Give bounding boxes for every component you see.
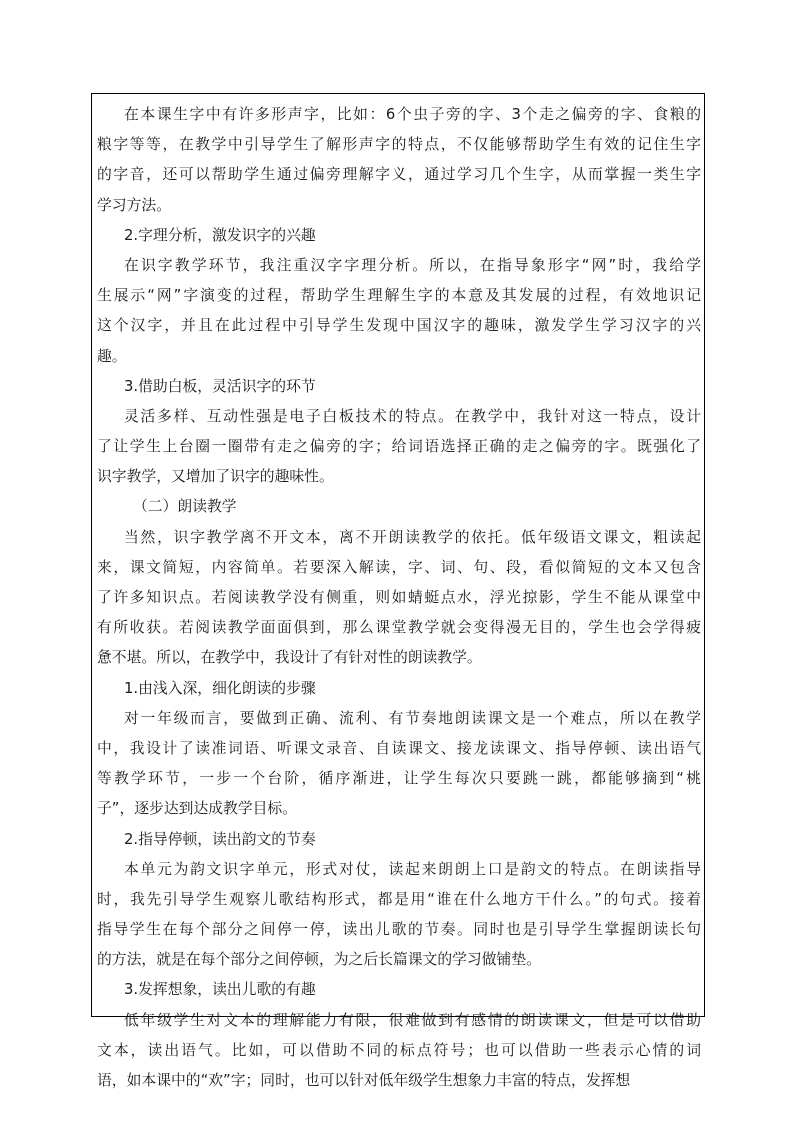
- paragraph: [97, 100, 701, 221]
- text-line: 时，我先引导学生观察儿歌结构形式，都是用“谁在什么地方干什么。”的句式。接着: [97, 890, 701, 908]
- text-line: 的方法，就是在每个部分之间停顿，为之后长篇课文的学习做铺垫。: [97, 951, 541, 969]
- subheading: [97, 221, 701, 251]
- text-line: 3.借助白板，灵活识字的环节: [124, 377, 316, 395]
- section-heading: [97, 492, 701, 522]
- text-line: 低年级学生对文本的理解能力有限，很难做到有感情的朗读课文，但是可以借助: [124, 1011, 701, 1029]
- text-line: 粮字等等，在教学中引导学生了解形声字的特点，不仅能够帮助学生有效的记住生字: [97, 136, 701, 154]
- text-line: 在本课生字中有许多形声字，比如：6个虫子旁的字、3个走之偏旁的字、食粮的: [124, 106, 701, 123]
- text-line: 生展示“网”字演变的过程，帮助学生理解生字的本意及其发展的过程，有效地识记: [97, 287, 701, 305]
- text-line: 了让学生上台圈一圈带有走之偏旁的字；给词语选择正确的走之偏旁的字。既强化了: [97, 438, 701, 456]
- text-line: （二）朗读教学: [133, 498, 237, 516]
- text-line: 灵活多样、互动性强是电子白板技术的特点。在教学中，我针对这一特点，设计: [124, 407, 701, 425]
- text-line: 等教学环节，一步一个台阶，循序渐进，让学生每次只要跳一跳，都能够摘到“桃: [97, 770, 701, 788]
- text-line: 2.字理分析，激发识字的兴趣: [124, 226, 316, 244]
- text-line: 语，如本课中的“欢”字；同时，也可以针对低年级学生想象力丰富的特点，发挥想: [97, 1072, 631, 1089]
- paragraph: [97, 402, 701, 493]
- text-line: 的字音，还可以帮助学生通过偏旁理解字义，通过学习几个生字，从而掌握一类生字: [97, 166, 701, 184]
- paragraph: [97, 704, 701, 825]
- text-line: 学习方法。: [97, 196, 171, 214]
- text-line: 3.发挥想象，读出儿歌的有趣: [124, 981, 316, 999]
- text-line: 有所收获。若阅读教学面面俱到，那么课堂教学就会变得漫无目的，学生也会学得疲: [97, 619, 701, 637]
- paragraph: [97, 1006, 701, 1097]
- subheading: [97, 825, 701, 855]
- text-line: 1.由浅入深，细化朗读的步骤: [124, 679, 316, 697]
- paragraph: [97, 855, 701, 976]
- text-line: 惫不堪。所以，在教学中，我设计了有针对性的朗读教学。: [97, 649, 482, 667]
- text-line: 子”，逐步达到达成教学目标。: [97, 800, 298, 818]
- text-line: 本单元为韵文识字单元，形式对仗，读起来朗朗上口是韵文的特点。在朗读指导: [124, 860, 701, 878]
- paragraph: [97, 251, 701, 372]
- text-line: 来，课文简短，内容简单。若要深入解读，字、词、句、段，看似简短的文本又包含: [97, 558, 701, 576]
- paragraph: [97, 523, 701, 674]
- text-line: 当然，识字教学离不开文本，离不开朗读教学的依托。低年级语文课文，粗读起: [124, 528, 701, 546]
- text-line: 识字教学，又增加了识字的趣味性。: [97, 468, 334, 486]
- text-line: 2.指导停顿，读出韵文的节奏: [124, 830, 316, 848]
- text-line: 这个汉字，并且在此过程中引导学生发现中国汉字的趣味，激发学生学习汉字的兴: [97, 317, 701, 335]
- subheading: [97, 975, 701, 1005]
- subheading: [97, 372, 701, 402]
- text-line: 在识字教学环节，我注重汉字字理分析。所以，在指导象形字“网”时，我给学: [124, 256, 701, 274]
- text-line: 了许多知识点。若阅读教学没有侧重，则如蜻蜓点水，浮光掠影，学生不能从课堂中: [97, 589, 701, 606]
- text-line: 对一年级而言，要做到正确、流利、有节奏地朗读课文是一个难点，所以在教学: [124, 709, 701, 727]
- text-line: 文本，读出语气。比如，可以借助不同的标点符号；也可以借助一些表示心情的词: [97, 1041, 701, 1059]
- text-line: 中，我设计了读准词语、听课文录音、自读课文、接龙读课文、指导停顿、读出语气: [97, 739, 701, 757]
- document-body: [97, 100, 701, 1096]
- text-line: 指导学生在每个部分之间停一停，读出儿歌的节奏。同时也是引导学生掌握朗读长句: [97, 921, 701, 939]
- text-line: 趣。: [97, 347, 127, 365]
- subheading: [97, 674, 701, 704]
